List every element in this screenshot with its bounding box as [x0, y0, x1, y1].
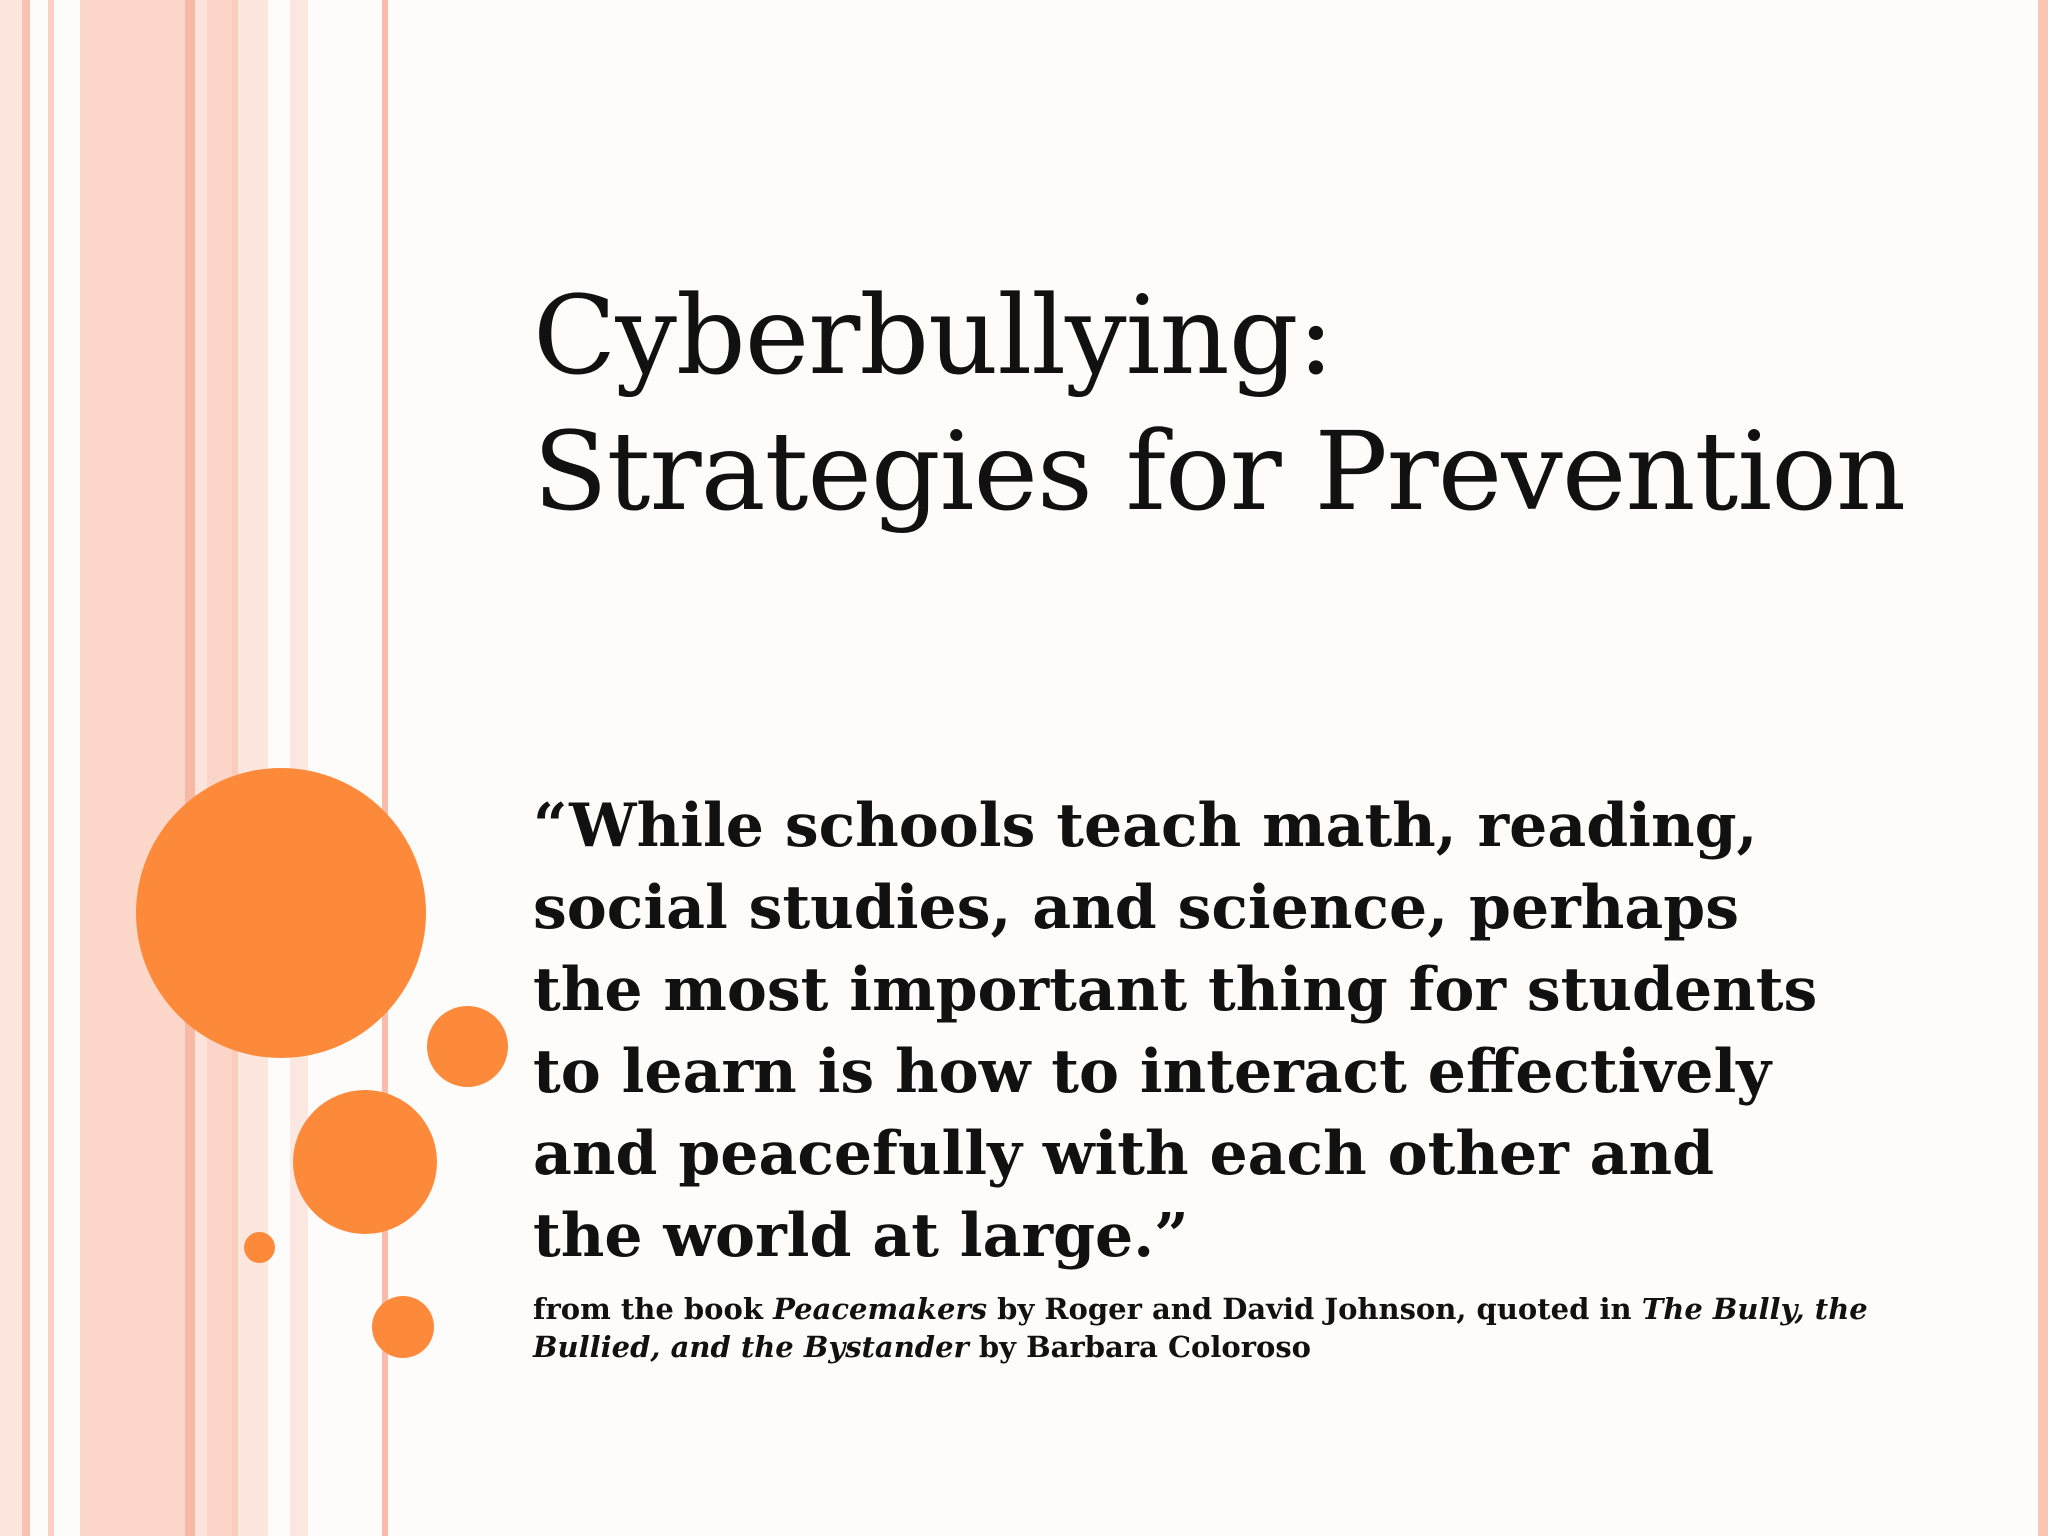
title-line-2: Strategies for Prevention — [533, 408, 1906, 535]
slide-title — [533, 268, 1933, 540]
attribution-authors: by Roger and David Johnson, quoted in — [987, 1292, 1642, 1326]
quote-line: to learn is how to interact effectively — [533, 1037, 1772, 1107]
attribution-line-2 — [533, 1328, 1993, 1366]
tiny-orange-circle — [244, 1232, 275, 1263]
quote-line: “While schools teach math, reading, — [533, 791, 1758, 861]
small-orange-circle — [427, 1006, 508, 1087]
quote-line: social studies, and science, perhaps — [533, 873, 1739, 943]
attribution-line-1 — [533, 1290, 1993, 1328]
quote-line: the world at large.” — [533, 1201, 1189, 1271]
book-title-bully-part1: The Bully, the — [1641, 1292, 1868, 1326]
quote-attribution — [533, 1290, 1993, 1366]
book-title-peacemakers: Peacemakers — [773, 1292, 988, 1326]
attribution-author-coloroso: by Barbara Coloroso — [968, 1330, 1312, 1364]
small-orange-circle-bottom — [372, 1296, 434, 1358]
title-line-1: Cyberbullying: — [533, 272, 1334, 399]
medium-orange-circle — [293, 1090, 437, 1234]
large-orange-circle — [136, 768, 426, 1058]
quote — [533, 785, 1993, 1277]
book-title-bully-part2: Bullied, and the Bystander — [533, 1330, 969, 1364]
quote-line: the most important thing for students — [533, 955, 1818, 1025]
quote-line: and peacefully with each other and — [533, 1119, 1715, 1189]
attribution-from: from the book — [533, 1292, 774, 1326]
